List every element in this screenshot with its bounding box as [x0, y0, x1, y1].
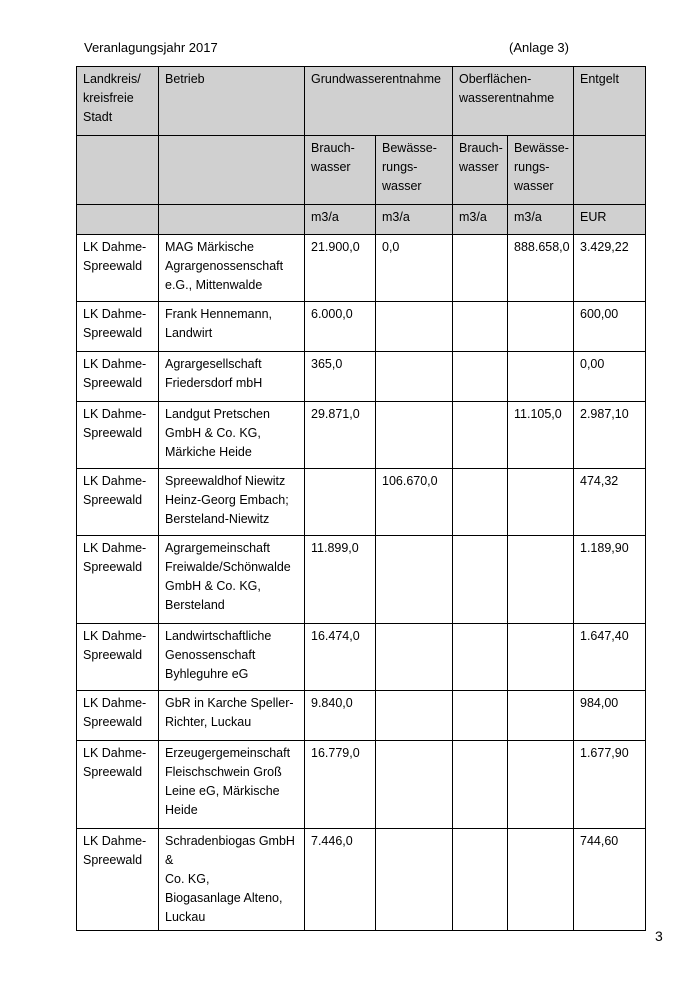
header-empty-cell	[574, 136, 646, 205]
cell-ow-brauch	[453, 624, 508, 691]
table-row	[77, 624, 646, 691]
cell-ow-brauch	[453, 691, 508, 741]
table-row	[77, 352, 646, 402]
cell-kreis: LK Dahme- Spreewald	[77, 691, 159, 741]
cell-ow-brauch	[453, 352, 508, 402]
cell-kreis: LK Dahme- Spreewald	[77, 402, 159, 469]
col-header-landkreis: Landkreis/ kreisfreie Stadt	[77, 67, 159, 136]
header-empty-cell	[159, 136, 305, 205]
cell-entgelt: 2.987,10	[574, 402, 646, 469]
header-empty-cell	[159, 205, 305, 235]
cell-ow-brauch	[453, 235, 508, 302]
col-header-entgelt: Entgelt	[574, 67, 646, 136]
cell-gw-bewaesser	[376, 402, 453, 469]
cell-kreis: LK Dahme- Spreewald	[77, 624, 159, 691]
cell-gw-bewaesser	[376, 691, 453, 741]
cell-ow-bewaesser: 888.658,0	[508, 235, 574, 302]
header-row-groups	[77, 67, 646, 136]
cell-betrieb: GbR in Karche Speller- Richter, Luckau	[159, 691, 305, 741]
cell-gw-bewaesser	[376, 302, 453, 352]
cell-entgelt: 474,32	[574, 469, 646, 536]
col-header-ow-bewaesser: Bewässe- rungs- wasser	[508, 136, 574, 205]
cell-gw-bewaesser	[376, 829, 453, 931]
cell-ow-bewaesser	[508, 741, 574, 829]
table-row	[77, 741, 646, 829]
cell-entgelt: 0,00	[574, 352, 646, 402]
table-row	[77, 302, 646, 352]
cell-gw-bewaesser	[376, 536, 453, 624]
table-row	[77, 691, 646, 741]
cell-ow-bewaesser	[508, 829, 574, 931]
cell-kreis: LK Dahme- Spreewald	[77, 302, 159, 352]
cell-betrieb: Spreewaldhof Niewitz Heinz-Georg Embach; Bersteland-Niewitz	[159, 469, 305, 536]
assessment-year: Veranlagungsjahr 2017	[84, 40, 218, 55]
cell-ow-bewaesser	[508, 352, 574, 402]
cell-ow-brauch	[453, 536, 508, 624]
col-header-grundwasser: Grundwasserentnahme	[305, 67, 453, 136]
cell-gw-brauch: 16.474,0	[305, 624, 376, 691]
cell-gw-bewaesser: 106.670,0	[376, 469, 453, 536]
cell-entgelt: 1.647,40	[574, 624, 646, 691]
cell-ow-brauch	[453, 469, 508, 536]
water-extraction-table	[76, 66, 646, 931]
cell-betrieb: Schradenbiogas GmbH & Co. KG, Biogasanlage Alteno, Luckau	[159, 829, 305, 931]
cell-gw-bewaesser	[376, 352, 453, 402]
cell-entgelt: 984,00	[574, 691, 646, 741]
table-row	[77, 469, 646, 536]
cell-ow-bewaesser	[508, 469, 574, 536]
cell-ow-brauch	[453, 741, 508, 829]
cell-gw-brauch: 16.779,0	[305, 741, 376, 829]
cell-ow-bewaesser	[508, 691, 574, 741]
cell-ow-brauch	[453, 829, 508, 931]
annex-label: (Anlage 3)	[509, 40, 569, 55]
cell-betrieb: MAG Märkische Agrargenossenschaft e.G., Mittenwalde	[159, 235, 305, 302]
table-row	[77, 402, 646, 469]
cell-ow-brauch	[453, 302, 508, 352]
col-header-gw-brauch: Brauch- wasser	[305, 136, 376, 205]
cell-gw-brauch: 7.446,0	[305, 829, 376, 931]
cell-gw-brauch: 9.840,0	[305, 691, 376, 741]
unit-ow-bewaesser: m3/a	[508, 205, 574, 235]
cell-gw-brauch: 365,0	[305, 352, 376, 402]
page-number: 3	[655, 928, 663, 944]
cell-betrieb: Frank Hennemann, Landwirt	[159, 302, 305, 352]
header-empty-cell	[77, 205, 159, 235]
cell-betrieb: Agrargemeinschaft Freiwalde/Schönwalde GmbH & Co. KG, Bersteland	[159, 536, 305, 624]
page-header	[84, 40, 580, 60]
cell-betrieb: Landwirtschaftliche Genossenschaft Byhleguhre eG	[159, 624, 305, 691]
unit-ow-brauch: m3/a	[453, 205, 508, 235]
col-header-betrieb: Betrieb	[159, 67, 305, 136]
cell-ow-brauch	[453, 402, 508, 469]
cell-entgelt: 744,60	[574, 829, 646, 931]
header-empty-cell	[77, 136, 159, 205]
cell-gw-bewaesser: 0,0	[376, 235, 453, 302]
col-header-gw-bewaesser: Bewässe- rungs- wasser	[376, 136, 453, 205]
cell-entgelt: 3.429,22	[574, 235, 646, 302]
table-row	[77, 235, 646, 302]
cell-entgelt: 1.677,90	[574, 741, 646, 829]
cell-ow-bewaesser	[508, 302, 574, 352]
unit-gw-brauch: m3/a	[305, 205, 376, 235]
cell-kreis: LK Dahme- Spreewald	[77, 352, 159, 402]
cell-gw-brauch: 11.899,0	[305, 536, 376, 624]
cell-betrieb: Erzeugergemeinschaft Fleischschwein Groß Leine eG, Märkische Heide	[159, 741, 305, 829]
col-header-ow-brauch: Brauch- wasser	[453, 136, 508, 205]
table-row	[77, 829, 646, 931]
cell-betrieb: Agrargesellschaft Friedersdorf mbH	[159, 352, 305, 402]
cell-gw-bewaesser	[376, 741, 453, 829]
cell-gw-brauch: 6.000,0	[305, 302, 376, 352]
cell-gw-bewaesser	[376, 624, 453, 691]
cell-gw-brauch: 29.871,0	[305, 402, 376, 469]
cell-kreis: LK Dahme- Spreewald	[77, 829, 159, 931]
cell-entgelt: 1.189,90	[574, 536, 646, 624]
col-header-oberflaechen: Oberflächen- wasserentnahme	[453, 67, 574, 136]
header-row-subtypes	[77, 136, 646, 205]
cell-entgelt: 600,00	[574, 302, 646, 352]
unit-entgelt: EUR	[574, 205, 646, 235]
cell-ow-bewaesser	[508, 536, 574, 624]
cell-gw-brauch: 21.900,0	[305, 235, 376, 302]
cell-kreis: LK Dahme- Spreewald	[77, 469, 159, 536]
cell-kreis: LK Dahme- Spreewald	[77, 741, 159, 829]
cell-kreis: LK Dahme- Spreewald	[77, 536, 159, 624]
unit-gw-bewaesser: m3/a	[376, 205, 453, 235]
table-row	[77, 536, 646, 624]
header-row-units	[77, 205, 646, 235]
cell-kreis: LK Dahme- Spreewald	[77, 235, 159, 302]
cell-ow-bewaesser: 11.105,0	[508, 402, 574, 469]
cell-betrieb: Landgut Pretschen GmbH & Co. KG, Märkiche Heide	[159, 402, 305, 469]
cell-gw-brauch	[305, 469, 376, 536]
cell-ow-bewaesser	[508, 624, 574, 691]
